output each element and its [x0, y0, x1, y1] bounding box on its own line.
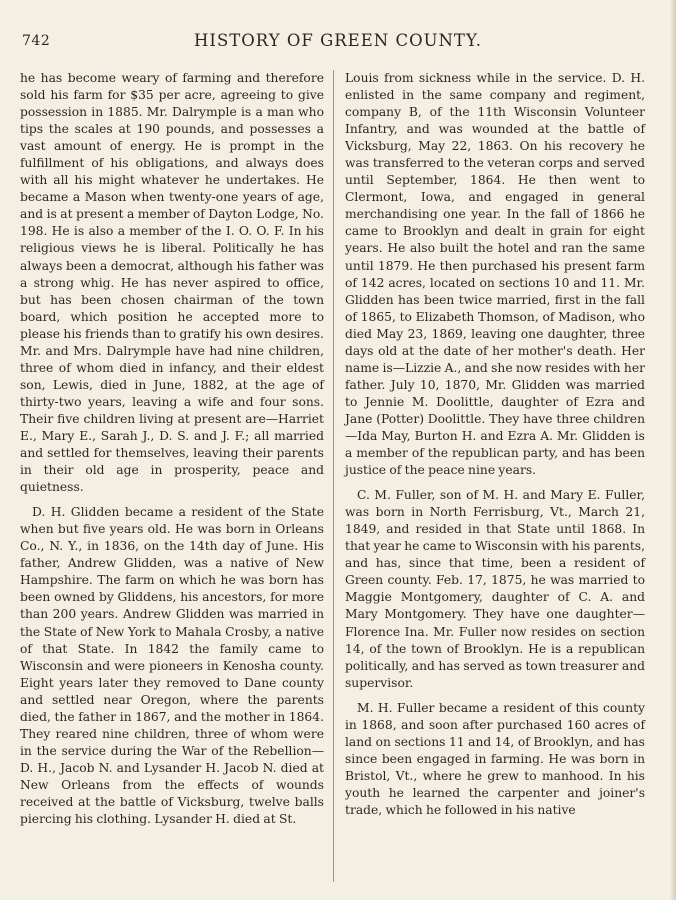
column-divider [333, 70, 334, 882]
paragraph-glidden: D. H. Glidden became a resident of the State when but five years old. He was born in Orleans Co., N. Y., in 1836, on the 14th day of June. His father, Andrew Glidden, was a native of New Hampshire. The farm on which he was born has been owned by Gliddens, his ancestors, for more than 200 years. Andrew Glidden was married in the State of New York to Mahala Crosby, a native of that State. In 1842 the family came to Wisconsin and were pioneers in Kenosha county. Eight years later they removed to Dane county and settled near Oregon, where the parents died, the father in 1867, and the mother in 1864. They reared nine children, three of whom were in the service during the War of the Rebellion—D. H., Jacob N. and Lysander H. Jacob N. died at New Orleans from the effects of wounds received at the battle of Vicksburg, twelve balls piercing his clothing. Lysander H. died at St. [20, 505, 324, 827]
paragraph-mh-fuller: M. H. Fuller became a resident of this county in 1868, and soon after purchased 160 acres of land on sections 11 and 14, of Brooklyn, and has since been engaged in farming. He was born in Bristol, Vt., where he grew to manhood. In his youth he learned the carpenter and joiner's trade, which he followed in his native [345, 700, 645, 817]
left-column [20, 70, 324, 836]
running-head: HISTORY OF GREEN COUNTY. [194, 31, 482, 50]
paragraph-glidden-continued: Louis from sickness while in the service. D. H. enlisted in the same company and regiment, company B, of the 11th Wisconsin Volunteer Infantry, and was wounded at the battle of Vicksburg, May 22, 1863. On his recovery he was transferred to the veteran corps and served until September, 1864. He then went to Clermont, Iowa, and engaged in general merchandising one year. In the fall of 1866 he came to Brooklyn and dealt in grain for eight years. He also built the hotel and ran the same until 1879. He then purchased his present farm of 142 acres, located on sections 10 and 11. Mr. Glidden has been twice married, first in the fall of 1865, to Elizabeth Thomson, of Madison, who died May 23, 1869, leaving one daughter, three days old at the date of her mother's death. Her name is—Lizzie A., and she now resides with her father. July 10, 1870, Mr. Glidden was married to Jennie M. Doolittle, daughter of Ezra and Jane (Potter) Doolittle. They have three children—Ida May, Burton H. and Ezra A. Mr. Glidden is a member of the republican party, and has been justice of the peace nine years. [345, 71, 645, 478]
paragraph-dalrymple: he has become weary of farming and therefore sold his farm for $35 per acre, agreeing to give possession in 1885. Mr. Dalrymple is a man who tips the scales at 190 pounds, and possesses a vast amount of energy. He is prompt in the fulfillment of his obligations, and always does with all his might whatever he undertakes. He became a Mason when twenty-one years of age, and is at present a member of Dayton Lodge, No. 198. He is also a member of the I. O. O. F. In his religious views he is liberal. Politically he has always been a democrat, although his father was a strong whig. He has never aspired to office, but has been chosen chairman of the town board, which position he accepted more to please his friends than to gratify his own desires. Mr. and Mrs. Dalrymple have had nine children, three of whom died in infancy, and their eldest son, Lewis, died in June, 1882, at the age of thirty-two years, leaving a wife and four sons. Their five children living at present are—Harriet E., Mary E., Sarah J., D. S. and J. F.; all married and settled for themselves, leaving their parents in their old age in prosperity, peace and quietness. [20, 71, 324, 495]
page-edge-shadow [670, 0, 676, 900]
right-column [345, 70, 645, 827]
page-number: 742 [22, 33, 51, 49]
paragraph-cm-fuller: C. M. Fuller, son of M. H. and Mary E. Fuller, was born in North Ferrisburg, Vt., March 21, 1849, and resided in that State until 1868. In that year he came to Wisconsin with his parents, and has, since that time, been a resident of Green county. Feb. 17, 1875, he was married to Maggie Montgomery, daughter of C. A. and Mary Montgomery. They have one daughter—Florence Ina. Mr. Fuller now resides on section 14, of the town of Brooklyn. He is a republican politically, and has served as town treasurer and supervisor. [345, 488, 645, 690]
